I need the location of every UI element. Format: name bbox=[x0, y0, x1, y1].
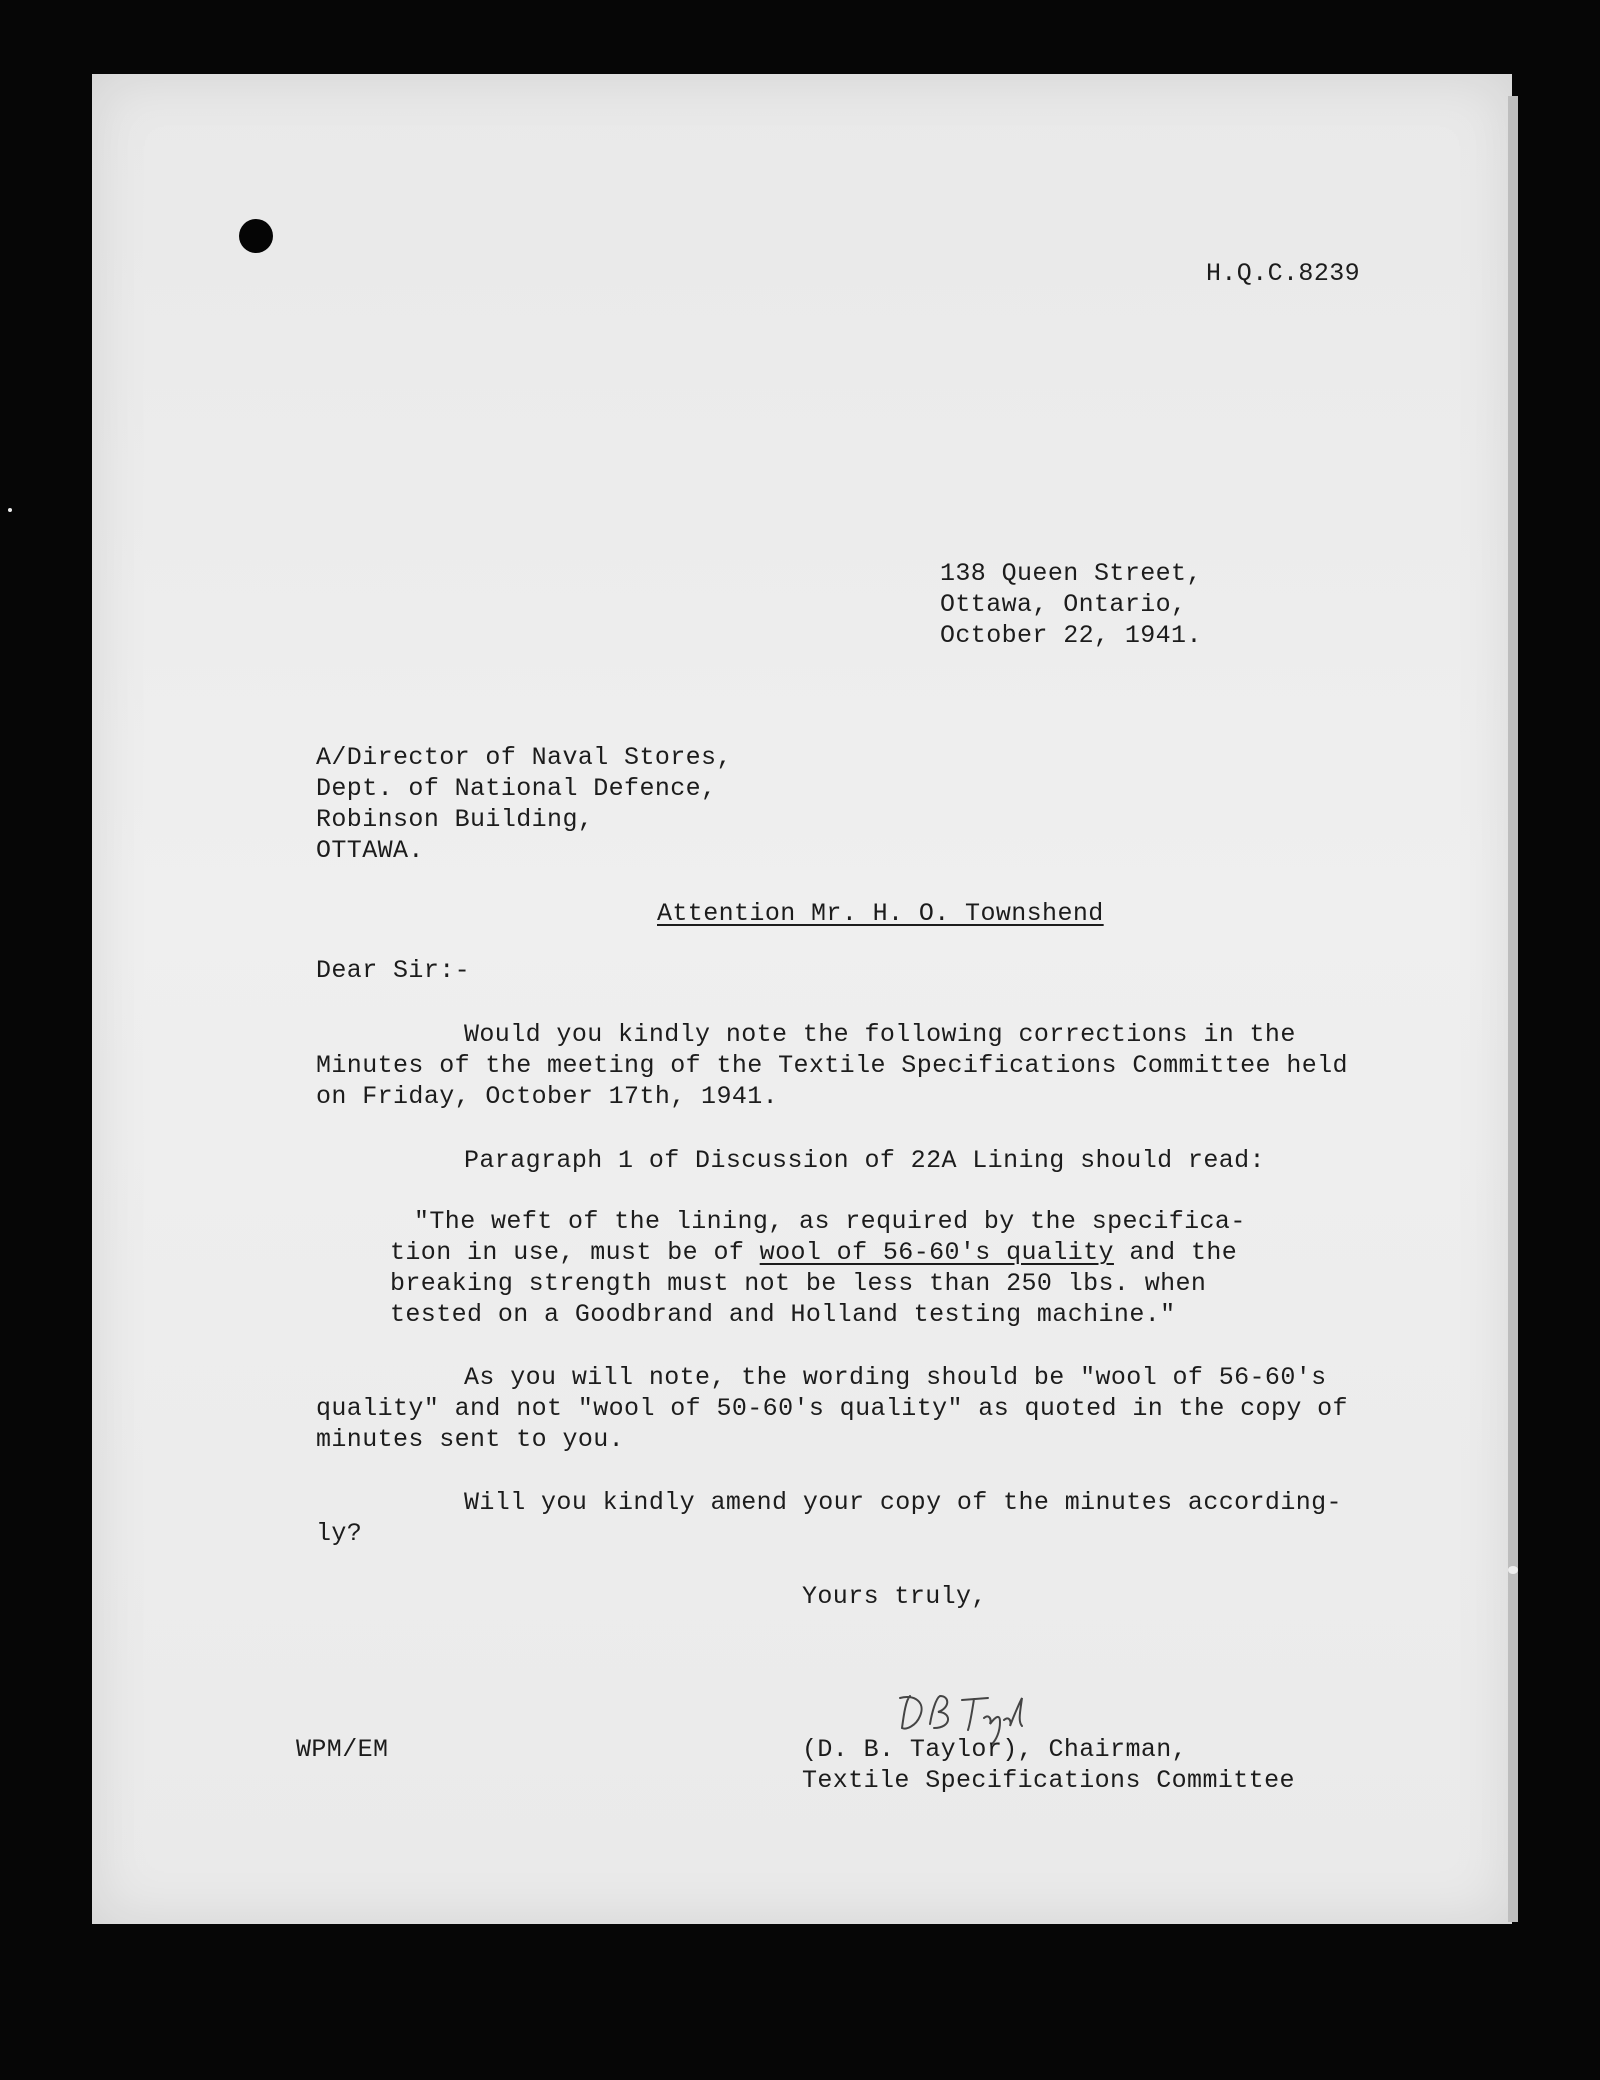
punch-hole bbox=[239, 219, 273, 253]
salutation: Dear Sir:- bbox=[316, 956, 471, 985]
recipient-line4: OTTAWA. bbox=[316, 836, 424, 865]
recipient-line3: Robinson Building, bbox=[316, 805, 594, 834]
para2: Paragraph 1 of Discussion of 22A Lining should read: bbox=[464, 1146, 1265, 1175]
para1-line2: Minutes of the meeting of the Textile Specifications Committee held bbox=[316, 1051, 1348, 1080]
attention-line: Attention Mr. H. O. Townshend bbox=[657, 899, 1104, 928]
file-number: H.Q.C.8239 bbox=[1206, 259, 1361, 288]
letter-page bbox=[92, 74, 1512, 1924]
typist-initials: WPM/EM bbox=[296, 1735, 389, 1764]
para4-line2: ly? bbox=[316, 1519, 363, 1548]
para3-line1: As you will note, the wording should be "wool of 56-60's bbox=[464, 1363, 1327, 1392]
sender-address-line2: Ottawa, Ontario, bbox=[940, 590, 1187, 619]
quote-line4: tested on a Goodbrand and Holland testing machine." bbox=[390, 1300, 1176, 1329]
para3-line2: quality" and not "wool of 50-60's quality" as quoted in the copy of bbox=[316, 1394, 1348, 1423]
recipient-line2: Dept. of National Defence, bbox=[316, 774, 717, 803]
para4-line1: Will you kindly amend your copy of the minutes according- bbox=[464, 1488, 1342, 1517]
quote-line1: "The weft of the lining, as required by the specifica- bbox=[414, 1207, 1246, 1236]
quote-line2-pre: tion in use, must be of bbox=[390, 1238, 760, 1267]
scan-artifact bbox=[1508, 1566, 1518, 1574]
scan-artifact bbox=[8, 508, 12, 512]
letter-date: October 22, 1941. bbox=[940, 621, 1202, 650]
recipient-line1: A/Director of Naval Stores, bbox=[316, 743, 732, 772]
quote-underlined-phrase: wool of 56-60's quality bbox=[759, 1238, 1114, 1267]
signer-name: (D. B. Taylor), Chairman, bbox=[802, 1735, 1188, 1764]
para1-line1: Would you kindly note the following corrections in the bbox=[464, 1020, 1296, 1049]
para1-line3: on Friday, October 17th, 1941. bbox=[316, 1082, 779, 1111]
quote-line3: breaking strength must not be less than 250 lbs. when bbox=[390, 1269, 1207, 1298]
quote-line2 bbox=[390, 1237, 1237, 1268]
signer-title: Textile Specifications Committee bbox=[802, 1766, 1295, 1795]
sender-address-line1: 138 Queen Street, bbox=[940, 559, 1202, 588]
closing: Yours truly, bbox=[802, 1582, 987, 1611]
para3-line3: minutes sent to you. bbox=[316, 1425, 625, 1454]
page-edge-shadow bbox=[1508, 96, 1518, 1922]
quote-line2-post: and the bbox=[1113, 1238, 1238, 1267]
